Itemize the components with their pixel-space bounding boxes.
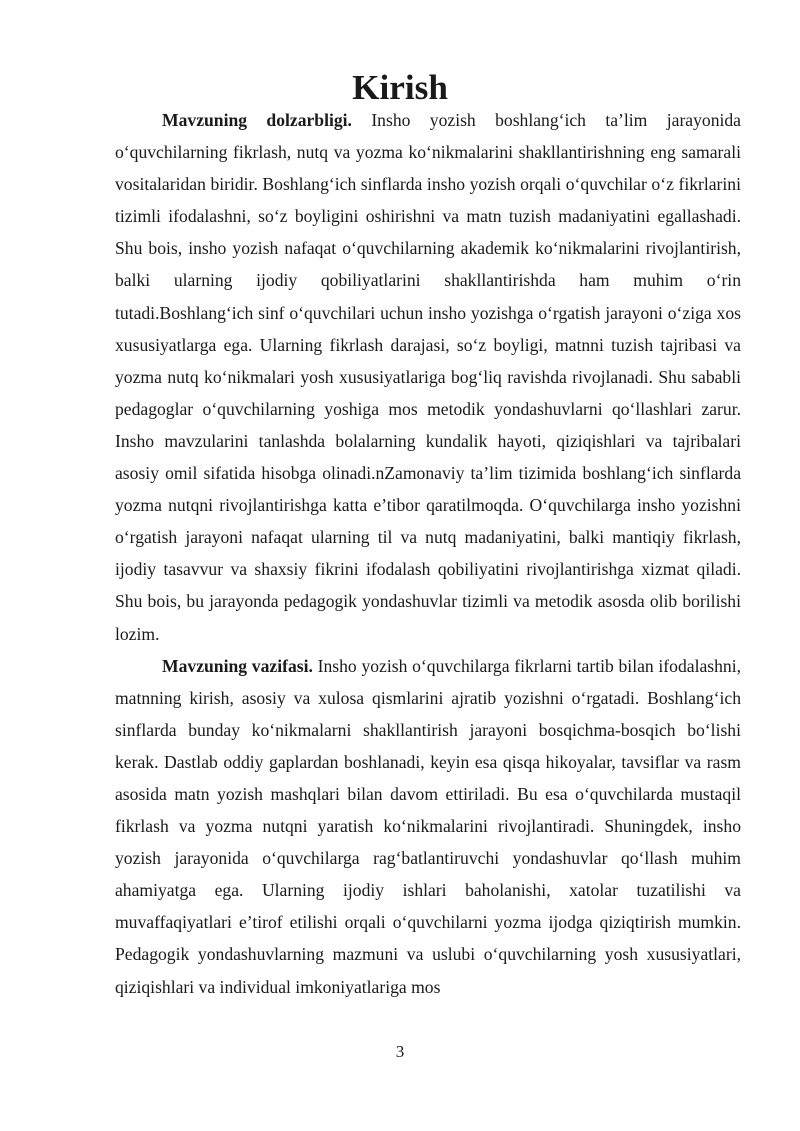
- paragraph-objective: [115, 650, 741, 1003]
- paragraph-relevance: [115, 104, 741, 650]
- paragraph-text-relevance: Insho yozish boshlang‘ich ta’lim jarayonida o‘quvchilarning fikrlash, nutq va yozma ko‘nikmalarini shakllantirishning eng samarali vositalaridan biridir. Boshlang‘ich sinflarda insho yozish orqali o‘quvchilar o‘z fikrlarini tizimli ifodalashni, so‘z boyligini oshirishni va matn tuzish madaniyatini egallashadi. Shu bois, insho yozish nafaqat o‘quvchilarning akademik ko‘nikmalarini rivojlantirish, balki ularning ijodiy qobiliyatlarini shakllantirishda ham muhim o‘rin tutadi.Boshlang‘ich sinf o‘quvchilari uchun insho yozishga o‘rgatish jarayoni o‘ziga xos xususiyatlarga ega. Ularning fikrlash darajasi, so‘z boyligi, matnni tuzish tajribasi va yozma nutq ko‘nikmalari yosh xususiyatlariga bog‘liq ravishda rivojlanadi. Shu sababli pedagoglar o‘quvchilarning yoshiga mos metodik yondashuvlarni qo‘llashlari zarur. Insho mavzularini tanlashda bolalarning kundalik hayoti, qiziqishlari va tajribalari asosiy omil sifatida hisobga olinadi.nZamonaviy ta’lim tizimida boshlang‘ich sinflarda yozma nutqni rivojlantirishga katta e’tibor qaratilmoqda. O‘quvchilarga insho yozishni o‘rgatish jarayoni nafaqat ularning til va nutq madaniyatini, balki mantiqiy fikrlash, ijodiy tasavvur va shaxsiy fikrini ifodalash qobiliyatini rivojlantirishga xizmat qiladi. Shu bois, bu jarayonda pedagogik yondashuvlar tizimli va metodik asosda olib borilishi lozim.: [115, 110, 741, 644]
- paragraph-lead-relevance: Mavzuning dolzarbligi.: [162, 110, 352, 130]
- paragraph-lead-objective: Mavzuning vazifasi.: [162, 655, 313, 676]
- body-text: [115, 104, 741, 1003]
- paragraph-text-objective: Insho yozish o‘quvchilarga fikrlarni tartib bilan ifodalashni, matnning kirish, asosiy va xulosa qismlarini ajratib yozishni o‘rgatadi. Boshlang‘ich sinflarda bunday ko‘nikmalarni shakllantirish jarayoni bosqichma-bosqich bo‘lishi kerak. Dastlab oddiy gaplardan boshlanadi, keyin esa qisqa hikoyalar, tavsiflar va rasm asosida matn yozish mashqlari bilan davom ettiriladi. Bu esa o‘quvchilarda mustaqil fikrlash va yozma nutqni yaratish ko‘nikmalarini rivojlantiradi. Shuningdek, insho yozish jarayonida o‘quvchilarga rag‘batlantiruvchi yondashuvlar qo‘llash muhim ahamiyatga ega. Ularning ijodiy ishlari baholanishi, xatolar tuzatilishi va muvaffaqiyatlari e’tirof etilishi orqali o‘quvchilarni yozma ijodga qiziqtirish mumkin. Pedagogik yondashuvlarning mazmuni va uslubi o‘quvchilarning yosh xususiyatlari, qiziqishlari va individual imkoniyatlariga mos: [115, 655, 741, 997]
- page-number: 3: [395, 1042, 405, 1061]
- section-title: Kirish: [352, 68, 448, 107]
